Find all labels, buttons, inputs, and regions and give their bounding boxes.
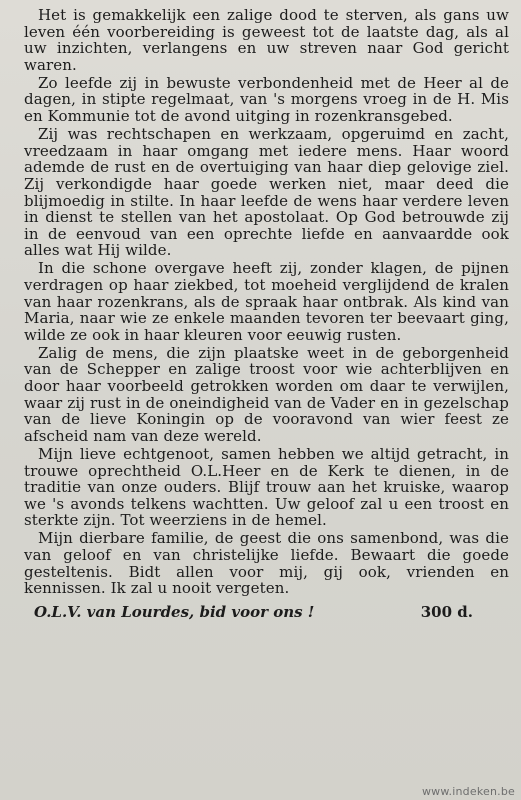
- paragraph-5: Zalig de mens, die zijn plaatske weet in de geborgenheid van de Schepper en zalige troost voor wie achterblijven en door haar voorbeeld getrokken worden om daar te verwijlen, waar zij rust in de oneindigheid van de Vader en in gezelschap van de lieve Koningin op de vooravond van wier feest ze afscheid nam van deze wereld.: [24, 343, 509, 445]
- paragraph-3: Zij was rechtschapen en werkzaam, opgeruimd en zacht, vreedzaam in haar omgang met iedere mens. Haar woord ademde de rust en de overtuiging van haar diep gelovige ziel. Zij verkondigde haar goede werken niet, maar deed die blijmoedig in stilte. In haar leefde de wens haar verdere leven in dienst te stellen van het apostolaat. Op God betrouwde zij in de eenvoud van een oprechte liefde en aanvaardde ook alles wat Hij wilde.: [24, 125, 509, 260]
- paragraph-1: Het is gemakkelijk een zalige dood te sterven, als gans uw leven één voorbereiding is geweest tot de laatste dag, als al uw inzichten, verlangens en uw streven naar God gericht waren.: [24, 6, 509, 74]
- indulgence-days: 300 d.: [420, 602, 473, 621]
- paragraph-6: Mijn lieve echtgenoot, samen hebben we altijd getracht, in trouwe oprechtheid O.L.Heer en de Kerk te dienen, in de traditie van onze ouders. Blijf trouw aan het kruiske, waarop we 's avonds telkens wachtten. Uw geloof zal u een troost en sterkte zijn. Tot weerziens in de hemel.: [24, 444, 509, 530]
- paragraph-4: In die schone overgave heeft zij, zonder klagen, de pijnen verdragen op haar ziekbed, tot moeheid verglijdend de kralen van haar rozenkrans, als de spraak haar ontbrak. Als kind van Maria, naar wie ze enkele maanden tevoren ter beevaart ging, wilde ze ook in haar kleuren voor eeuwig rusten.: [24, 259, 509, 344]
- closing-line: [24, 603, 509, 621]
- watermark: www.indeken.be: [421, 785, 515, 798]
- closing-prayer: O.L.V. van Lourdes, bid voor ons !: [34, 602, 315, 621]
- paragraph-7: Mijn dierbare familie, de geest die ons samenbond, was die van geloof en van christelijke liefde. Bewaart die goede gesteltenis. Bidt allen voor mij, gij ook, vrienden en kennissen. Ik zal u nooit vergeten.: [24, 529, 509, 598]
- memorial-text: [24, 7, 509, 597]
- paragraph-2: Zo leefde zij in bewuste verbondenheid met de Heer al de dagen, in stipte regelmaat, van 's morgens vroeg in de H. Mis en Kommunie tot de avond uitging in rozenkransgebed.: [24, 73, 509, 126]
